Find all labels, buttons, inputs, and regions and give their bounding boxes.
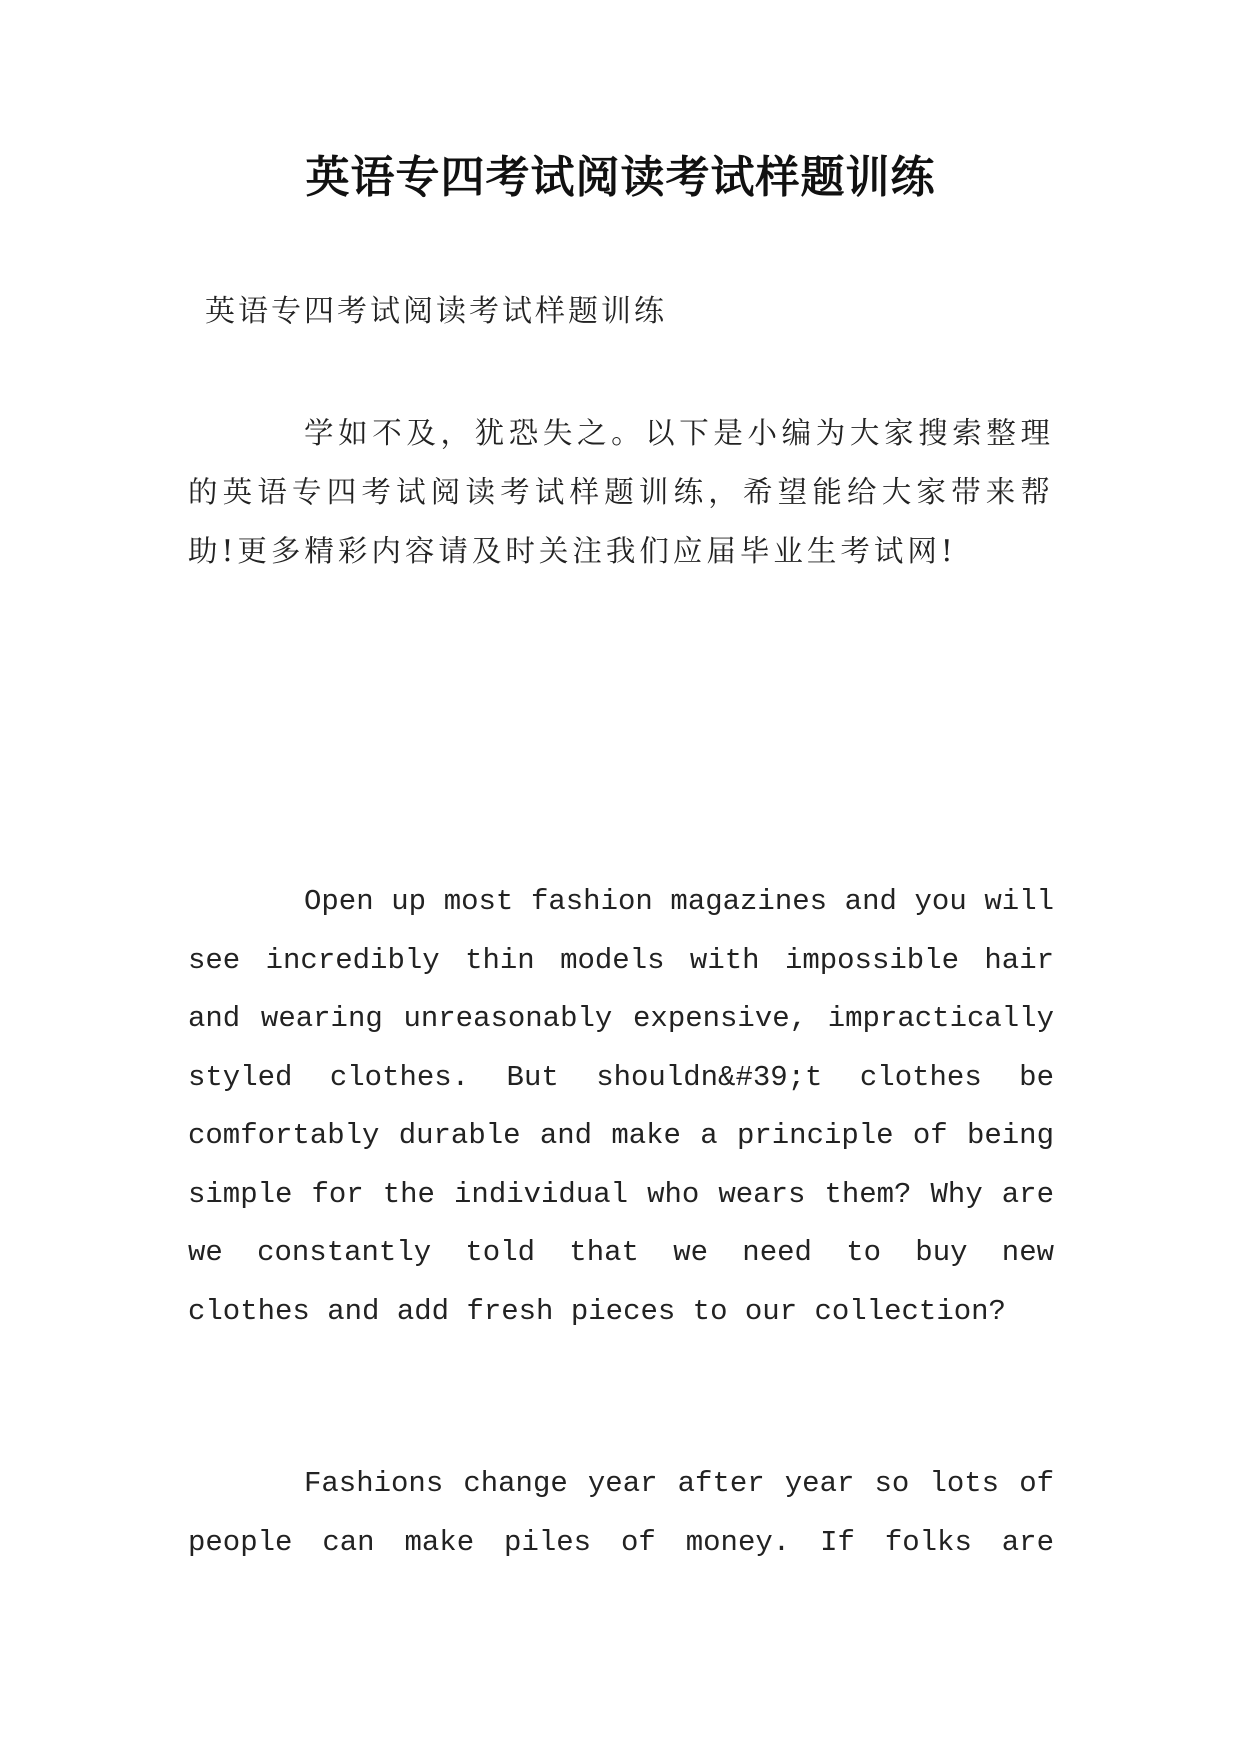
body-paragraph: Open up most fashion magazines and you will see incredibly thin models with impossible hair and wearing unreasonably expensive, impractically styled clothes. But shouldn&#39;t clothes be comfortably durable and make a principle of being simple for the individual who wears them? Why are we constantly told that we need to buy new clothes and add fresh pieces to our collection? — [188, 885, 1054, 1328]
document-title: 英语专四考试阅读考试样题训练 — [305, 152, 936, 203]
body-paragraph: Fashions change year after year so lots of people can make piles of money. If folks are — [188, 1467, 1054, 1559]
intro-paragraph: 学如不及，犹恐失之。以下是小编为大家搜索整理的英语专四考试阅读考试样题训练，希望能给大家带来帮助!更多精彩内容请及时关注我们应届毕业生考试网! — [188, 416, 1054, 568]
document-subtitle: 英语专四考试阅读考试样题训练 — [205, 294, 667, 329]
